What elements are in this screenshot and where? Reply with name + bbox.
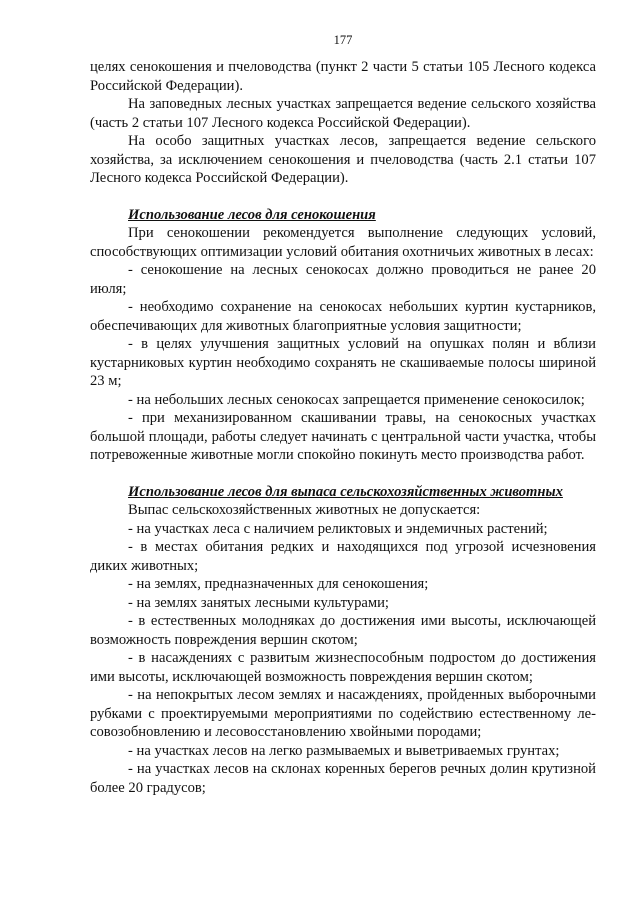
heading-haymaking: Использование лесов для сенокошения	[128, 206, 376, 223]
page-number: 177	[333, 33, 353, 47]
list-item: - на небольших лесных сенокосах запрещается применение сенокосилок;	[128, 391, 585, 408]
list-item: - в естественных молодняках до достижения ими высоты, исключающей возможность повреждения вершин скотом;	[90, 613, 596, 648]
document-page	[90, 32, 596, 797]
paragraph-grazing-intro: Выпас сельскохозяйственных животных не допускается:	[128, 502, 481, 518]
paragraph-haymaking-intro: При сенокошении рекомендуется выполнение следующих условий, способствующих оптимизации условий обитания охотничьих животных в лесах:	[90, 225, 596, 260]
list-item: - в целях улучшения защитных условий на опушках полян и вблизи кустарниковых куртин необходимо сохранять не скашиваемые полосы шириной 23 м;	[90, 336, 596, 389]
list-item: - при механизированном скашивании травы, на сенокосных участках большой площади, работы следует начинать с центральной части участка, чтобы потревоженные животные могли спокойно покинуть место производства работ.	[90, 410, 596, 463]
list-item: - на участках леса с наличием реликтовых и эндемичных растений;	[128, 520, 548, 537]
list-item: - на непокрытых лесом землях и насаждениях, пройденных выборочными рубками с проектируемыми мероприятиями по содействию естественному ле-совозобновлению и лесовосстановлению хвойными породами;	[90, 687, 596, 740]
list-item: - в местах обитания редких и находящихся под угрозой исчезновения диких животных;	[90, 539, 596, 574]
list-item: - необходимо сохранение на сенокосах небольших куртин кустарников, обеспечивающих для животных благоприятные условия защитности;	[90, 299, 596, 334]
list-item: - сенокошение на лесных сенокосах должно проводиться не ранее 20 июля;	[90, 262, 596, 297]
list-item: - в насаждениях с развитым жизнеспособным подростом до достижения ими высоты, исключающей возможность повреждения вершин скотом;	[90, 650, 596, 685]
paragraph-continuation: целях сенокошения и пчеловодства (пункт 2 части 5 статьи 105 Лесного кодекса Российской Федерации).	[90, 59, 596, 94]
paragraph-reserved-areas: На заповедных лесных участках запрещается ведение сельского хозяйства (часть 2 статьи 107 Лесного кодекса Российской Федерации).	[90, 96, 596, 131]
list-item: - на землях, предназначенных для сенокошения;	[128, 576, 429, 592]
list-item: - на землях занятых лесными культурами;	[128, 594, 389, 611]
list-item: - на участках лесов на легко размываемых и выветриваемых грунтах;	[128, 742, 560, 759]
heading-grazing: Использование лесов для выпаса сельскохозяйственных животных	[128, 483, 563, 500]
list-item: - на участках лесов на склонах коренных берегов речных долин крутизной более 20 градусов;	[90, 761, 596, 796]
paragraph-protected-areas: На особо защитных участках лесов, запрещается ведение сельского хозяйства, за исключением сенокошения и пчеловодства (часть 2.1 статьи 107 Лесного кодекса Российской Федерации).	[90, 133, 596, 186]
